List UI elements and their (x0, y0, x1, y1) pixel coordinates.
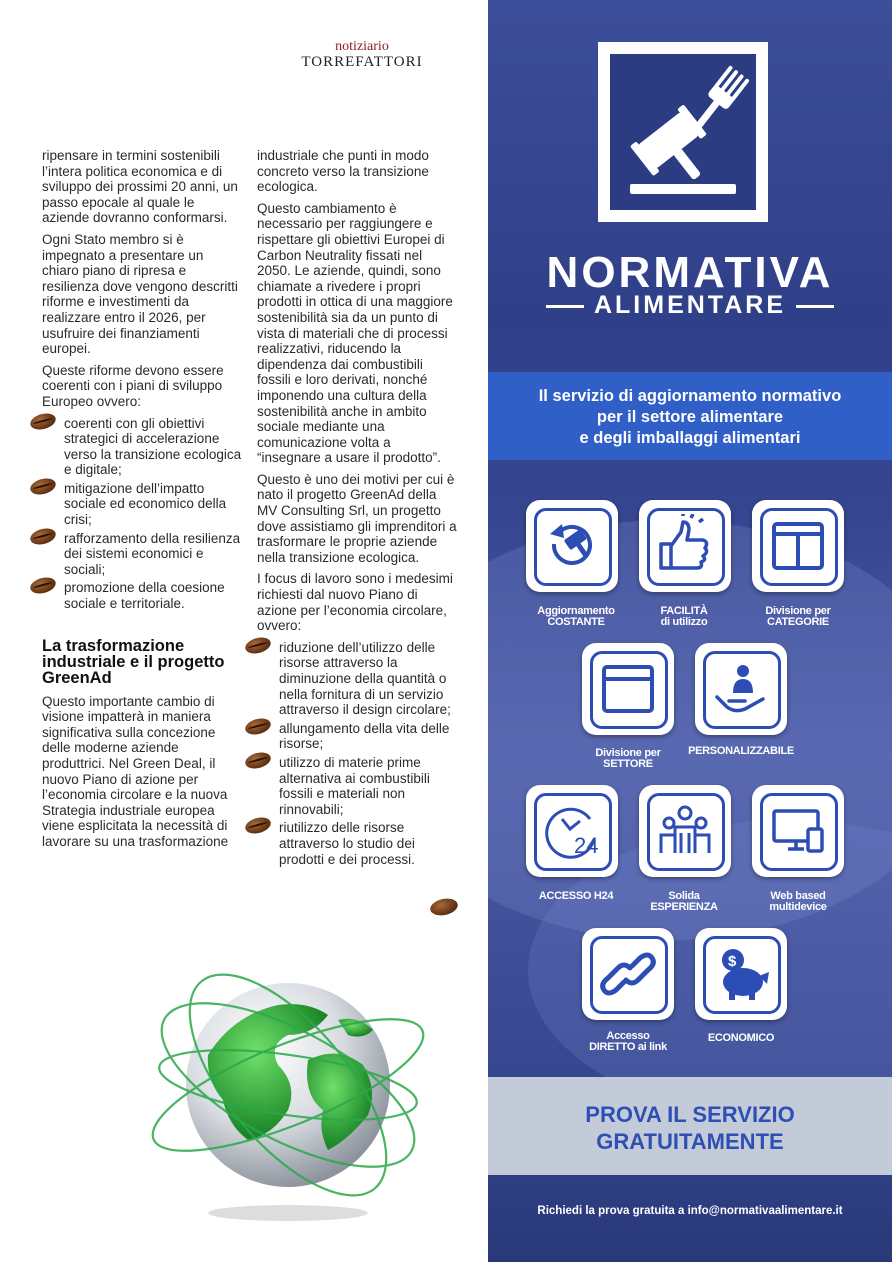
feature-tile-facilita (639, 500, 731, 592)
list-item-text: coerenti con gli obiettivi strategici di accelerazione verso la transizione ecologica e digitale; (64, 415, 242, 478)
window-icon (596, 657, 660, 721)
piggy-bank-icon (709, 942, 773, 1006)
paragraph: Questo importante cambio di visione impatterà in maniera significativa sulla concezione delle moderne aziende produttrici. Nel Green Deal, il nuovo Piano di azione per l’economia circolare e la nuova Strategia industriale europea viene esplicitata la necessità di lavorare su una trasformazione (42, 693, 229, 849)
coffee-bean-icon (244, 750, 273, 771)
devices-icon (766, 799, 830, 863)
feature-tile-esperienza (639, 785, 731, 877)
bullet-list (257, 640, 457, 867)
feature-label-line: Divisione per (595, 747, 661, 759)
section-heading: La trasformazione industriale e il progetto GreenAd (42, 636, 225, 687)
list-item (64, 531, 242, 578)
feature-label (733, 891, 863, 913)
thumbs-up-icon (653, 514, 717, 578)
coffee-bean-icon (244, 815, 273, 836)
paragraph: Questo è uno dei motivi per cui è nato il progetto GreenAd della MV Consulting Srl, un progetto dove assistiamo gli imprenditori a trasformare le proprie aziende nella transizione ecologica. (257, 471, 457, 565)
list-item (279, 640, 457, 718)
feature-label-line: di utilizzo (660, 616, 708, 628)
gavel-fork-logo-icon (610, 54, 756, 210)
feature-label-line: ECONOMICO (707, 1032, 775, 1044)
feature-label-line: COSTANTE (547, 616, 605, 628)
feature-tile-web-based (752, 785, 844, 877)
list-item (279, 721, 457, 752)
feature-label-line: ACCESSO H24 (538, 890, 614, 902)
text-column-2 (257, 148, 457, 873)
tagline-line: per il settore alimentare (596, 408, 784, 426)
svg-text:24: 24 (574, 833, 599, 858)
list-item-text: promozione della coesione sociale e territoriale. (64, 580, 225, 612)
feature-label-line: multidevice (769, 901, 827, 913)
feature-tile-settore (582, 643, 674, 735)
feature-label-line: SETTORE (603, 758, 653, 770)
feature-tile-aggiornamento (526, 500, 618, 592)
feature-label-line: Accesso (606, 1030, 650, 1042)
cta-line: PROVA IL SERVIZIO (585, 1102, 795, 1127)
team-icon (653, 799, 717, 863)
feature-label (733, 606, 863, 628)
ad-panel (488, 0, 892, 1262)
feature-label-line: Divisione per (765, 605, 831, 617)
paragraph: I focus di lavoro sono i medesimi richiesti dal nuovo Piano di azione per l’economia circolare, ovvero: (257, 571, 453, 634)
ad-title: NORMATIVA (546, 248, 834, 297)
coffee-bean-icon (29, 410, 58, 431)
feature-tile-economico (695, 928, 787, 1020)
paragraph: Queste riforme devono essere coerenti con i piani di sviluppo Europeo ovvero: (42, 362, 224, 409)
bullet-list (42, 416, 242, 612)
svg-text:$: $ (728, 953, 737, 970)
feature-label (563, 748, 693, 770)
logo-box (598, 42, 768, 222)
person-hand-icon (709, 657, 773, 721)
tagline-line: e degli imballaggi alimentari (579, 429, 801, 447)
cta-line: GRATUITAMENTE (596, 1129, 784, 1154)
feature-label (676, 746, 806, 757)
globe-illustration (138, 935, 438, 1225)
email-cta[interactable]: Richiedi la prova gratuita a info@normativaalimentare.it (537, 1205, 843, 1217)
feature-label (619, 606, 749, 628)
coffee-bean-icon (29, 575, 58, 596)
feature-label-line: PERSONALIZZABILE (688, 745, 794, 757)
dash (546, 305, 584, 308)
list-item-text: mitigazione dell’impatto sociale ed economico della crisi; (64, 480, 227, 528)
tagline-line: Il servizio di aggiornamento normativo (538, 387, 842, 405)
gavel-refresh-icon (540, 514, 604, 578)
list-item-text: riutilizzo delle risorse attraverso lo studio dei prodotti e dei processi. (279, 820, 415, 867)
paragraph: industriale che punti in modo concreto verso la transizione ecologica. (257, 148, 429, 195)
list-item (64, 481, 242, 528)
feature-label-line: Aggiornamento (537, 605, 615, 617)
list-item-text: utilizzo di materie prime alternativa ai combustibili fossili e materiali non rinnovabili; (279, 754, 430, 817)
coffee-bean-icon (29, 526, 58, 547)
feature-label-line: DIRETTO ai link (589, 1041, 667, 1053)
clock-24-icon (540, 799, 604, 863)
masthead-line2: TORREFATTORI (301, 54, 423, 70)
paragraph: Ogni Stato membro si è impegnato a presentare un chiaro piano di ripresa e resilienza dove vengono descritti riforme e investimenti da realizzare entro il 2026, per usufruire dei finanziamenti europei. (42, 231, 238, 357)
feature-label-line: CATEGORIE (767, 616, 829, 628)
feature-label-line: Solida (668, 890, 700, 902)
ad-subtitle (488, 292, 892, 318)
coffee-bean-icon (29, 476, 58, 497)
list-item-text: allungamento della vita delle risorse; (279, 720, 450, 752)
feature-label (676, 1033, 806, 1044)
coffee-bean-icon (244, 635, 273, 656)
coffee-bean-icon (244, 716, 273, 737)
list-item (279, 755, 457, 817)
two-column-window-icon (766, 514, 830, 578)
tagline (488, 386, 892, 449)
feature-label-line: ESPERIENZA (650, 901, 718, 913)
masthead (292, 40, 432, 70)
feature-tile-categorie (752, 500, 844, 592)
list-item-text: rafforzamento della resilienza dei sistemi economici e sociali; (64, 530, 241, 577)
feature-tile-personalizzabile (695, 643, 787, 735)
dash (796, 305, 834, 308)
feature-tile-accesso-h24 (526, 785, 618, 877)
feature-label (563, 1031, 693, 1053)
cta-button[interactable] (488, 1101, 892, 1155)
masthead-line1: notiziario (335, 39, 389, 54)
feature-label-line: Web based (770, 890, 826, 902)
feature-label (619, 891, 749, 913)
text-column-1 (42, 148, 242, 856)
feature-tile-accesso-diretto (582, 928, 674, 1020)
list-item (279, 820, 457, 867)
feature-label-line: FACILITÀ (660, 605, 708, 617)
list-item-text: riduzione dell’utilizzo delle risorse attraverso la diminuzione della quantità o nella fornitura di un servizio attraverso il design circolare; (279, 639, 451, 718)
end-coffee-bean-icon (429, 896, 460, 917)
ad-subtitle-text: ALIMENTARE (593, 291, 787, 319)
globe-icon (138, 935, 438, 1225)
link-icon (596, 942, 660, 1006)
list-item (64, 416, 242, 478)
paragraph: ripensare in termini sostenibili l’intera politica economica e di sviluppo dei prossimi 20 anni, un passo epocale al quale le aziende dovranno conformarsi. (42, 148, 238, 226)
paragraph: Questo cambiamento è necessario per raggiungere e rispettare gli obiettivi Europei di Carbon Neutrality fissati nel 2050. Le aziende, quindi, sono chiamate a rivedere i propri prodotti in ottica di una maggiore sostenibilità sia da un punto di vista di materiali che di processi realizzativi, riducendo la dipendenza dai combustibili fossili e loro derivati, nonché imponendo una cultura della sostenibilità anche in ambito sociale mediante una comunicazione volta a “insegnare a usare il prodotto”. (257, 200, 453, 466)
list-item (64, 580, 242, 611)
